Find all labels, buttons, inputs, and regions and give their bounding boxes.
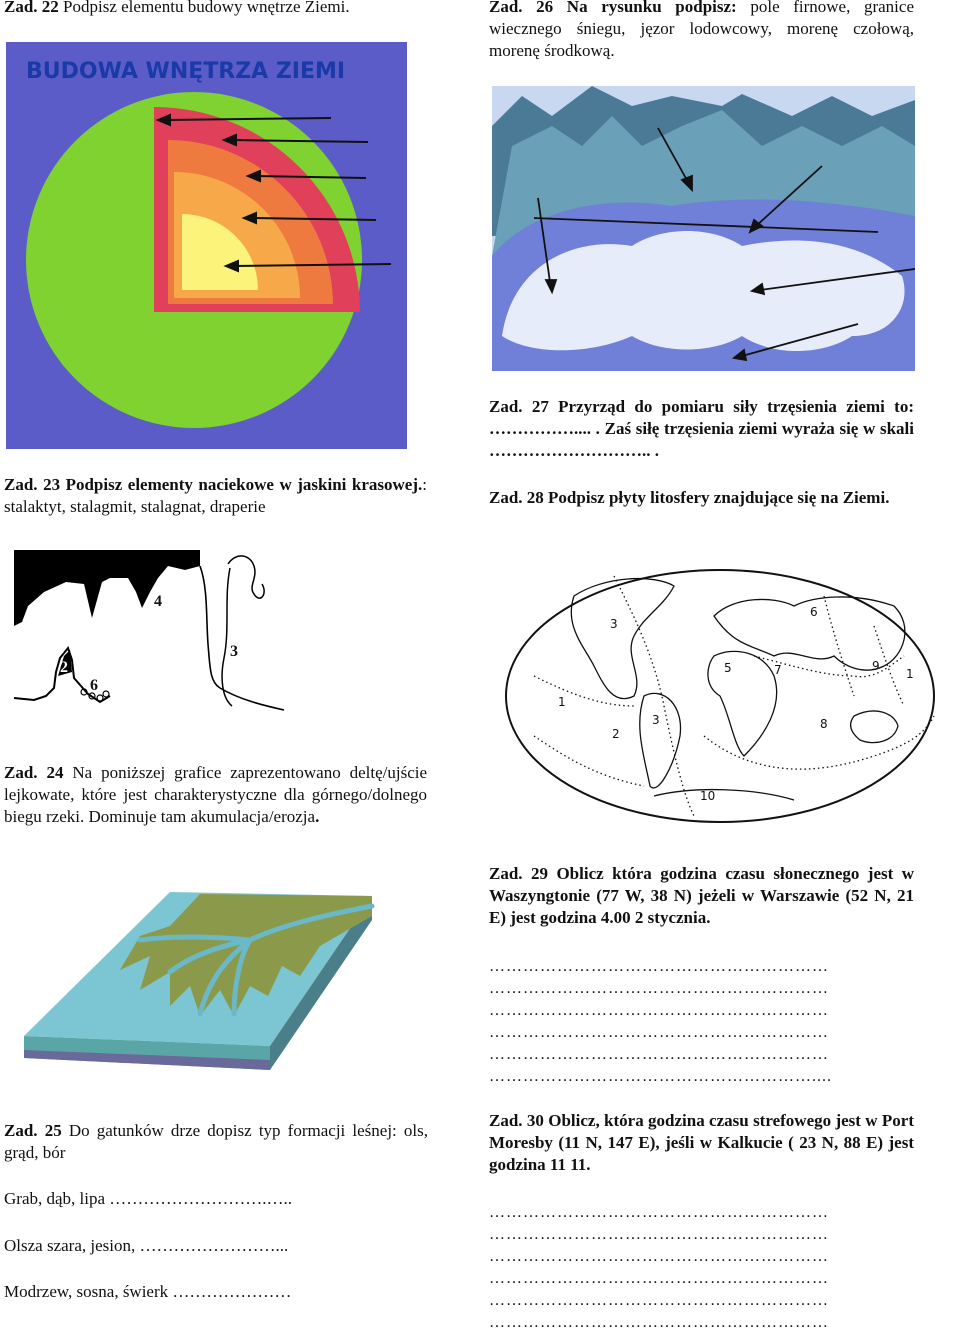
task-25-row-3: Modrzew, sosna, świerk ………………… bbox=[4, 1282, 292, 1301]
plate-number-8: 8 bbox=[820, 717, 828, 731]
task-29-answer-lines[interactable]: …………………………………………………… …………………………………………………… …………………………………………………… …………………………………………………… …………………………………………………… ………………………………………………….... bbox=[489, 958, 832, 1085]
plate-number-1-right: 1 bbox=[906, 667, 914, 681]
task-25: Zad. 25 Do gatunków drze dopisz typ formacji leśnej: ols, grąd, bór bbox=[4, 1121, 429, 1162]
draperie-outline bbox=[228, 556, 264, 598]
task-25-row-2: Olsza szara, jesion, ……………………... bbox=[4, 1236, 289, 1255]
task-26: Zad. 26 Na rysunku podpisz: pole firnowe, granice wiecznego śniegu, jęzor lodowcowy, morenę czołową, morenę środkową. bbox=[489, 0, 914, 60]
task-23: Zad. 23 Podpisz elementy naciekowe w jaskini krasowej.: stalaktyt, stalagmit, stalagnat, draperie bbox=[4, 475, 427, 516]
task-30: Zad. 30 Oblicz, która godzina czasu strefowego jest w Port Moresby (11 N, 147 E), jeśli w Kalkucie ( 23 N, 88 E) jest godzina 11 11. bbox=[489, 1111, 914, 1174]
task-27: Zad. 27 Przyrząd do pomiaru siły trzęsienia ziemi to: …………….... . Zaś siłę trzęsienia ziemi wyraża się w skali ……………………….. . bbox=[489, 397, 914, 460]
task-24: Zad. 24 Na poniższej grafice zaprezentowano deltę/ujście lejkowate, które jest charakterystyczne dla górnego/dolnego biegu rzeki. Dominuje tam akumulacja/erozja. bbox=[4, 763, 428, 826]
task-29: Zad. 29 Oblicz która godzina czasu słonecznego jest w Waszyngtonie (77 W, 38 N) jeżeli w Warszawie (52 N, 21 E) jest godzina 4.00 2 stycznia. bbox=[489, 864, 915, 927]
task-30-answer-lines[interactable]: …………………………………………………… …………………………………………………… …………………………………………………… …………………………………………………… …………………………………………………… …………………………………………………… bbox=[489, 1204, 829, 1331]
cave-number-2: 2 bbox=[60, 659, 68, 676]
plate-number-1-left: 1 bbox=[558, 695, 566, 709]
plate-number-9: 9 bbox=[872, 659, 880, 673]
cave-number-4: 4 bbox=[154, 593, 162, 610]
earth-structure-figure bbox=[6, 42, 407, 449]
plates-map bbox=[494, 556, 958, 838]
earth-title: BUDOWA WNĘTRZA ZIEMI bbox=[26, 59, 346, 84]
cave-number-1: 1 bbox=[80, 589, 88, 606]
delta-figure bbox=[20, 886, 376, 1076]
cave-ceiling bbox=[14, 550, 200, 626]
task-22: Zad. 22 Podpisz elementu budowy wnętrze Ziemi. bbox=[4, 0, 350, 16]
cave-figure bbox=[10, 548, 290, 718]
task-25-row-1: Grab, dąb, lipa ……………………….….. bbox=[4, 1189, 293, 1208]
cave-wall-right bbox=[200, 566, 284, 710]
cave-number-3: 3 bbox=[230, 643, 238, 660]
stalagnat-outline bbox=[222, 568, 232, 706]
plate-number-10: 10 bbox=[700, 789, 716, 803]
plate-number-3-top: 3 bbox=[610, 617, 618, 631]
plate-number-6: 6 bbox=[810, 605, 818, 619]
plate-number-5: 5 bbox=[724, 661, 732, 675]
plate-number-2: 2 bbox=[612, 727, 620, 741]
plate-number-3-bottom: 3 bbox=[652, 713, 660, 727]
task-28: Zad. 28 Podpisz płyty litosfery znajdujące się na Ziemi. bbox=[489, 488, 890, 507]
plate-number-7: 7 bbox=[774, 663, 782, 677]
glacier-figure bbox=[492, 86, 915, 371]
cave-number-6: 6 bbox=[90, 677, 98, 694]
